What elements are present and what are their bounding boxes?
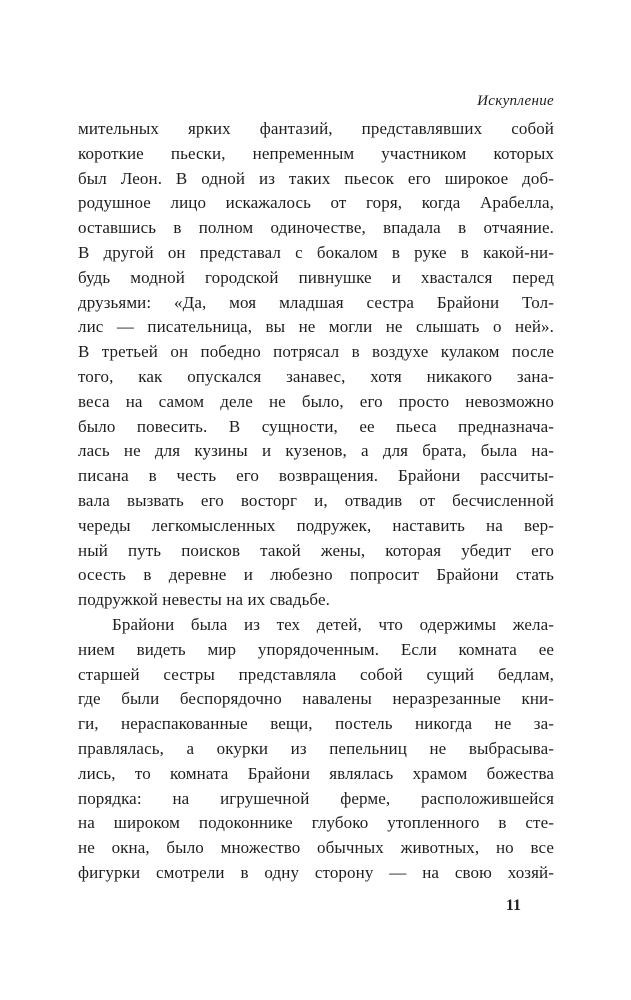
text-line: старшей сестры представляла собой сущий бедлам, <box>78 664 554 684</box>
text-line: правлялась, а окурки из пепельниц не выбрасыва- <box>78 738 554 758</box>
body-text <box>78 117 554 886</box>
text-line: вала вызвать его восторг и, отвадив от бесчисленной <box>78 490 554 510</box>
text-line: где были беспорядочно навалены неразрезанные кни- <box>78 689 554 709</box>
page-number: 11 <box>505 897 521 914</box>
text-line: было повесить. В сущности, ее пьеса предназнача- <box>78 416 554 436</box>
text-line: лись, то комната Брайони являлась храмом божества <box>78 763 554 783</box>
text-line: того, как опускался занавес, хотя никакого зана- <box>78 366 554 386</box>
text-line: мительных ярких фантазий, представлявших собой <box>78 119 554 138</box>
text-line: ги, нераспакованные вещи, постель никогда не за- <box>78 714 554 734</box>
text-line: не окна, было множество обычных животных, но все <box>78 838 554 858</box>
text-line: череды легкомысленных подружек, наставить на вер- <box>78 515 554 535</box>
text-line: фигурки смотрели в одну сторону — на свою хозяй- <box>78 862 554 882</box>
text-line: порядка: на игрушечной ферме, расположившейся <box>78 788 554 808</box>
text-line: веса на самом деле не было, его просто невозможно <box>78 391 554 411</box>
text-line: В третьей он победно потрясал в воздухе кулаком после <box>78 342 554 362</box>
running-head: Искупление <box>477 93 554 109</box>
text-line: на широком подоконнике глубоко утопленного в сте- <box>78 813 554 833</box>
text-line: был Леон. В одной из таких пьесок его широкое доб- <box>78 168 554 188</box>
text-line: лис — писательница, вы не могли не слышать о ней». <box>78 317 554 337</box>
text-line: подружкой невесты на их свадьбе. <box>78 590 330 610</box>
text-line: Брайони была из тех детей, что одержимы жела- <box>112 614 554 634</box>
text-line: лась не для кузины и кузенов, а для брата, была на- <box>78 441 554 461</box>
text-line: нием видеть мир упорядоченным. Если комната ее <box>78 639 554 659</box>
text-line: друзьями: «Да, моя младшая сестра Брайони Тол- <box>78 292 554 312</box>
text-line: короткие пьески, непременным участником которых <box>78 143 554 163</box>
text-line: будь модной городской пивнушке и хвастался перед <box>78 267 554 287</box>
text-line: ный путь поисков такой жены, которая убедит его <box>78 540 554 560</box>
text-line: В другой он представал с бокалом в руке в какой-ни- <box>78 242 554 262</box>
text-line: писана в честь его возвращения. Брайони рассчиты- <box>78 466 554 486</box>
text-line: родушное лицо искажалось от горя, когда Арабелла, <box>78 193 554 213</box>
text-line: оставшись в полном одиночестве, впадала в отчаяние. <box>78 218 554 238</box>
text-line: осесть в деревне и любезно попросит Брайони стать <box>78 565 554 585</box>
